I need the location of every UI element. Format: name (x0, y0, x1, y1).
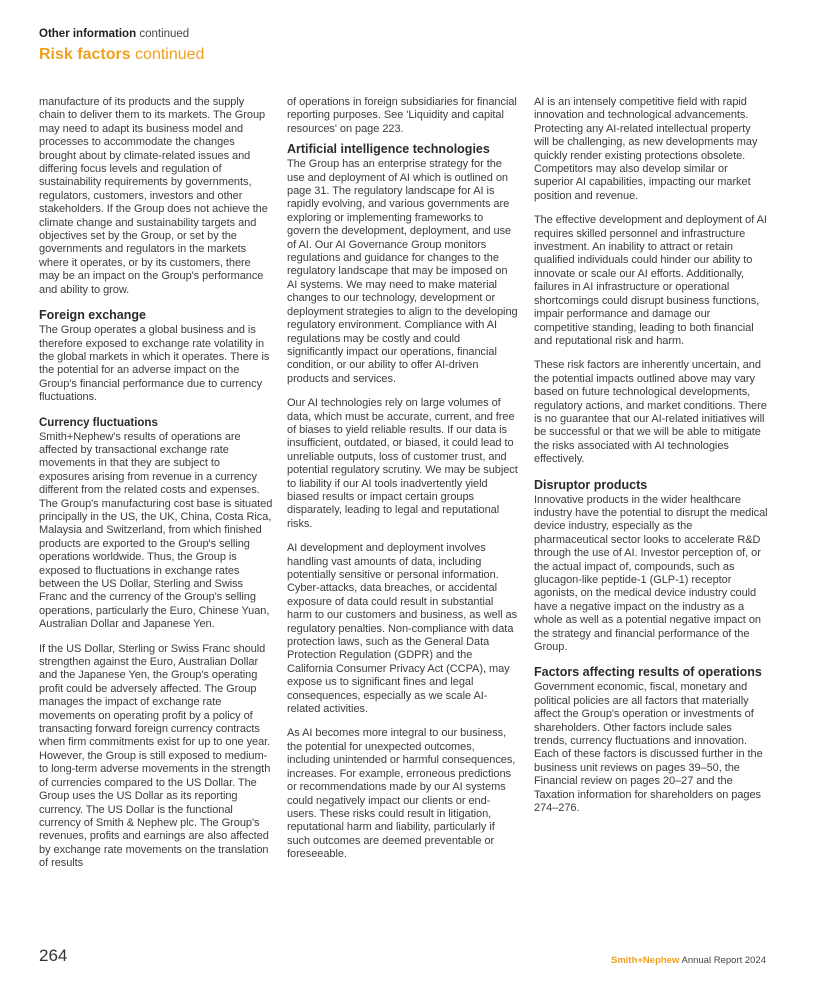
column-1 (39, 96, 273, 882)
paragraph-disruptor-products: Innovative products in the wider healthcare industry have the potential to disrupt the medical device industry, especially as the pharmaceutical sector looks to accelerate R&D through the use of AI. Investor perception of, or the actual impact of, compounds, such as glucagon-like peptide-1 (GLP-1) receptor agonists, on the medical device industry could have a negative impact on the industry as a whole as well as a potential negative impact on the strategy and financial performance of the Group. (534, 493, 768, 654)
page-title-suffix: continued (135, 46, 205, 63)
page-header (39, 27, 204, 65)
paragraph-ai-personnel: The effective development and deployment of AI requires skilled personnel and infrastructure investment. An inability to attract or retain qualified individuals could hinder our ability to innovate or scale our AI efforts. Additionally, failures in AI infrastructure or operational shortcomings could disrupt business functions, impair performance and damage our competitive standing, leading to both financial and reputational risk and harm. (534, 214, 767, 347)
heading-currency-fluctuations: Currency fluctuations (39, 416, 158, 429)
paragraph-currency-1: Smith+Nephew's results of operations are affected by transactional exchange rate movements in that they are subject to exposures arising from revenue in a currency different from the related costs and expenses. The Group's manufacturing cost base is situated principally in the US, the UK, China, Costa Rica, Malaysia and Switzerland, from which finished products are exported to the Group's selling operations worldwide. Thus, the Group is exposed to fluctuations in exchange rates between the US Dollar, Sterling and Swiss Franc and the currency of the Group's selling operations, particularly the Euro, Chinese Yuan, Australian Dollar and Japanese Yen. (39, 430, 273, 631)
paragraph-climate-continued: manufacture of its products and the supply chain to deliver them to its markets. The Group may need to adapt its business model and processes to accommodate the changes brought about by climate-related issues and differing focus levels and regulation of sustainability requirements by governments, regulators, customers, investors and other stakeholders. If the Group does not achieve the climate change and sustainability targets and objectives set by the Group, or set by the governments and regulators in the markets where it operates, or by its customers, there may be an impact on the Group's performance and ability to grow. (39, 96, 268, 296)
paragraph-currency-2: If the US Dollar, Sterling or Swiss Franc should strengthen against the Euro, Australian Dollar and the Japanese Yen, the Group's operating profit could be adversely affected. The Group manages the impact of exchange rate movements on operating profit by a policy of transacting forward foreign currency contracts when firm commitments exist for up to one year. However, the Group is still exposed to medium-to long-term adverse movements in the strength of currencies compared to the US Dollar. The Group uses the US Dollar as its reporting currency. The US Dollar is the functional currency of Smith & Nephew plc. The Group's revenues, profits and earnings are also affected by exchange rate movements on the translation of results (39, 642, 271, 870)
page-number: 264 (39, 946, 68, 965)
paragraph-ai-competition: AI is an intensely competitive field with rapid innovation and technological advancements. Protecting any AI-related intellectual property will be challenging, as new developments may quickly render existing protections obsolete. Competitors may also develop similar or superior AI capabilities, impacting our market position and revenue. (534, 96, 758, 202)
paragraph-foreign-subsidiaries: of operations in foreign subsidiaries for financial reporting purposes. See 'Liquidity and capital resources' on page 223. (287, 96, 517, 135)
paragraph-foreign-exchange: The Group operates a global business and is therefore exposed to exchange rate volatility in the global markets in which it operates. There is the potential for an adverse impact on the Group's financial performance due to currency fluctuations. (39, 324, 270, 404)
paragraph-ai-3: AI development and deployment involves handling vast amounts of data, including potentially sensitive or personal information. Cyber-attacks, data breaches, or accidental exposure of data could result in substantial harm to our customers and business, as well as regulatory penalties. Non-compliance with data protection laws, such as the General Data Protection Regulation (GDPR) and the California Consumer Privacy Act (CCPA), may expose us to significant fines and legal consequences, especially as we scale AI-related activities. (287, 542, 518, 716)
column-3 (534, 96, 768, 827)
column-2 (287, 96, 519, 873)
paragraph-factors-affecting-results: Government economic, fiscal, monetary and political policies are all factors that materially affect the Group's operation or investments of shareholders. Other factors include sales trends, currency fluctuations and innovation. Each of these factors is discussed further in the business unit reviews on pages 39–50, the Financial review on pages 20–27 and the Taxation information for shareholders on pages 274–276. (534, 681, 763, 815)
section-line (39, 27, 204, 41)
section-suffix: continued (139, 28, 190, 40)
paragraph-ai-2: Our AI technologies rely on large volumes of data, which must be accurate, current, and free of biases to yield reliable results. If our data is insufficient, outdated, or biased, it could lead to unreliable outputs, loss of customer trust, and potential regulatory scrutiny. We may be subject to liability if our AI tools inadvertently yield biased results or impact certain groups disparately, leading to legal and reputational risks. (287, 397, 518, 530)
paragraph-ai-1: The Group has an enterprise strategy for the use and deployment of AI which is outlined on page 31. The regulatory landscape for AI is rapidly evolving, and various governments are exploring or implementing frameworks to govern the development, deployment, and use of AI. Our AI Governance Group monitors regulations and guidance for changes to the regulatory landscape that may be imposed on AI systems. We may need to make material changes to our technology, development or deployment strategies to align to the developing regulatory environment. Compliance with AI regulations may be costly and could significantly impact our operations, financial condition, or our ability to offer AI-driven products and services. (287, 158, 518, 385)
paragraph-ai-uncertainty: These risk factors are inherently uncertain, and the potential impacts outlined above may vary based on future technological developments, regulatory actions, and market conditions. There is no guarantee that our AI-related initiatives will be successful or that we will be able to mitigate the risks associated with AI technologies effectively. (534, 359, 767, 466)
heading-foreign-exchange: Foreign exchange (39, 308, 146, 323)
brand-name: Smith+Nephew (610, 955, 680, 966)
heading-factors-affecting-results: Factors affecting results of operations (534, 665, 762, 680)
page-title (39, 45, 204, 65)
page-title-main: Risk factors (39, 46, 131, 63)
footer-brand (611, 955, 766, 966)
report-name: Annual Report 2024 (681, 955, 766, 966)
heading-disruptor-products: Disruptor products (534, 477, 648, 492)
heading-ai-technologies: Artificial intelligence technologies (287, 142, 490, 157)
section-name: Other information (39, 28, 137, 40)
paragraph-ai-4: As AI becomes more integral to our business, the potential for unexpected outcomes, including unintended or harmful consequences, increases. For example, erroneous predictions or recommendations made by our AI systems could negatively impact our clients or end-users. These risks could result in litigation, reputational harm and liability, particularly if such outcomes are deemed preventable or foreseeable. (287, 727, 516, 861)
